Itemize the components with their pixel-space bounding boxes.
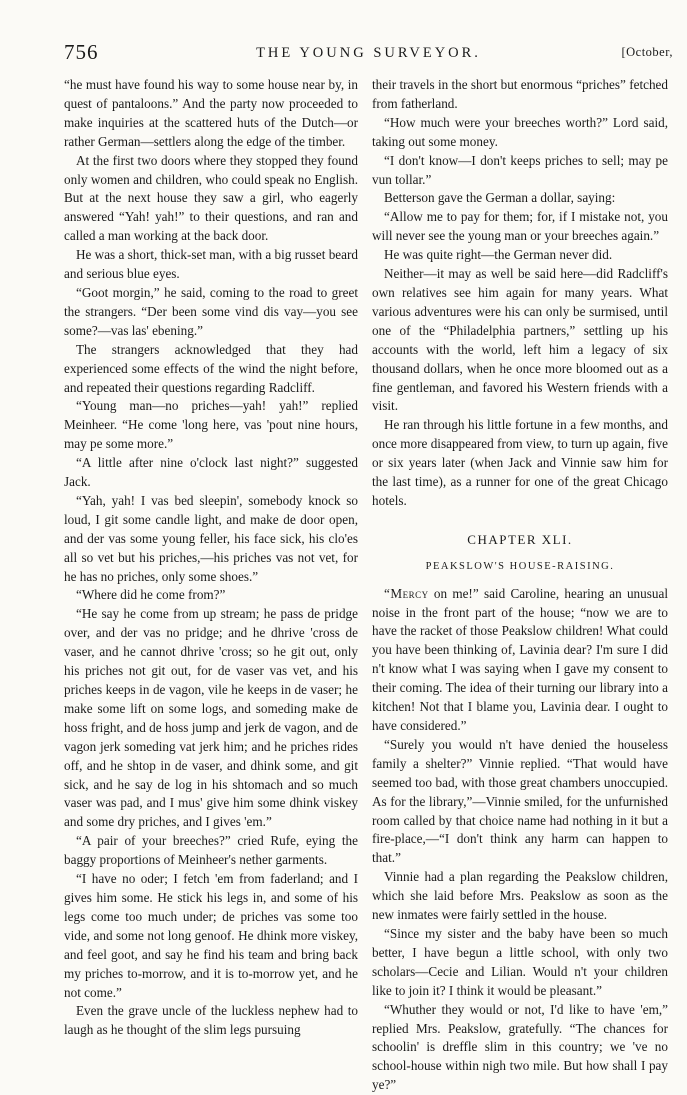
chapter-title: PEAKSLOW'S HOUSE-RAISING. — [425, 560, 615, 572]
paragraph: “Whuther they would or not, I'd like to have 'em,” replied Mrs. Peakslow, gratefully. “The chances for schoolin' is dreffle slim in this country; we 've no school-house within nigh two mile. But how shall I pay ye?” — [372, 1001, 668, 1093]
paragraph: “A pair of your breeches?” cried Rufe, eying the baggy proportions of Meinheer's nether garments. — [64, 833, 358, 868]
paragraph: Even the grave uncle of the luckless nephew had to laugh as he thought of the slim legs pursuing — [64, 1003, 358, 1038]
paragraph: “A little after nine o'clock last night?” suggested Jack. — [64, 455, 358, 490]
paragraph: their travels in the short but enormous “priches” fetched from fatherland. — [372, 77, 668, 111]
right-column — [372, 76, 668, 1095]
running-month: [October, — [621, 45, 673, 59]
paragraph: Neither—it may as well be said here—did Radcliff's own relatives see him again for many years. What various adventures were his can only be surmised, until one of the “Philadelphia partners,” settling up his accounts with the world, left him a legacy of six thousand dollars, when he once more bloomed out as a fine gentleman, and favored his Western friends with a visit. — [372, 266, 668, 414]
paragraph: He was a short, thick-set man, with a big russet beard and serious blue eyes. — [64, 247, 358, 282]
paragraph: “I have no oder; I fetch 'em from faderland; and I gives him some. He stick his legs in, and some of his legs come too much under; de priches vas some too vide, and some not long genoof. He dhink more viskey, and feel goot, and say he find his team and bring back my priches to-morrow, and it is to-morrow yet, and he not come.” — [64, 871, 358, 1000]
paragraph: He ran through his little fortune in a few months, and once more disappeared from view, to turn up again, five or six years later (when Jack and Vinnie saw him for the last time), as a runner for one of the great Chicago hotels. — [372, 417, 668, 508]
left-column — [64, 76, 358, 1040]
paragraph: “I don't know—I don't keeps priches to sell; may pe vun tollar.” — [372, 152, 668, 187]
paragraph: “Yah, yah! I vas bed sleepin', somebody knock so loud, I git some candle light, and make de door open, and der vas some young feller, his face sick, his clo'es all so vet but his priches,—his priches vas not vet, for he has no priches, only some shoes.” — [64, 492, 358, 584]
paragraph: “Since my sister and the baby have been so much better, I have begun a little school, with only two scholars—Cecie and Lilian. Would n't your children like to join it? I think it would be pleasant.” — [372, 925, 668, 998]
paragraph: The strangers acknowledged that they had experienced some effects of the wind the night before, and repeated their questions regarding Radcliff. — [64, 341, 358, 395]
paragraph: “he must have found his way to some house near by, in quest of pantaloons.” And the party now proceeded to make inquiries at the scattered huts of the Dutch—or rather German—settlers along the edge of the timber. — [64, 77, 358, 149]
paragraph: “Surely you would n't have denied the houseless family a shelter?” Vinnie replied. “That would have seemed too bad, with those great chambers unoccupied. As for the library,”—Vinnie smiled, for the unfurnished room called by that choice name had nothing in it but a fire-place,—“I don't think any harm can happen to that.” — [372, 736, 668, 866]
running-header — [64, 40, 673, 66]
paragraph: Vinnie had a plan regarding the Peakslow children, which she laid before Mrs. Peakslow as soon as the new inmates were fairly settled in the house. — [372, 869, 668, 923]
paragraph: He was quite right—the German never did. — [384, 247, 613, 263]
paragraph: “Goot morgin,” he said, coming to the road to greet the strangers. “Der been some vind dis vay—you see some?—vas las' ebening.” — [64, 284, 358, 338]
paragraph: “He say he come from up stream; he pass de pridge over, and der vas no pridge; and he dhrive 'cross de vaser, and he cannot dhrive 'cross; so he git out, only his priches not git out, for de vaser vas vet, and his priches keeps in de vagon, vile he keeps in de vaser; he make some lift on some logs, and someding make de hoss fright, and de hoss jump and jerk de vagon, and de vagon jerk someding vat jerk him; and he priches rides off, and he shtop in de vaser, and dhink some, and git sick, and he say de log in his shtomach and so much vaser was pad, and I mus' give him some dhink viskey and some dry priches, and I gives 'em.” — [64, 606, 358, 830]
paragraph: “How much were your breeches worth?” Lord said, taking out some money. — [372, 114, 668, 149]
running-title: THE YOUNG SURVEYOR. — [256, 45, 481, 61]
chapter-lead-words: “Mercy — [384, 585, 429, 601]
paragraph: At the first two doors where they stopped they found only women and children, who could speak no English. But at the next house they saw a girl, who eagerly answered “Yah! yah!” to their questions, and ran and called a man working at the back door. — [64, 152, 358, 244]
paragraph: Betterson gave the German a dollar, saying: — [384, 190, 616, 206]
paragraph: “Where did he come from?” — [76, 587, 226, 603]
chapter-heading: CHAPTER XLI. — [467, 531, 573, 547]
chapter-opening-text: on me!” said Caroline, hearing an unusual noise in the front part of the house; “now we are to have the racket of those Peakslow children! What could you have been thinking of, Lavinia dear? I'm sure I did n't know what I was saying when I gave my consent to their coming. The idea of their turning our library into a kitchen! Not that I blame you, Lavinia dear. I ought to have considered.” — [372, 585, 668, 733]
paragraph: “Allow me to pay for them; for, if I mistake not, you will never see the young man or your breeches again.” — [372, 209, 668, 244]
page-number: 756 — [64, 40, 99, 64]
paragraph: “Young man—no priches—yah! yah!” replied Meinheer. “He come 'long here, vas 'pout nine hours, may pe some more.” — [64, 398, 358, 452]
chapter-opening-paragraph — [372, 585, 668, 736]
